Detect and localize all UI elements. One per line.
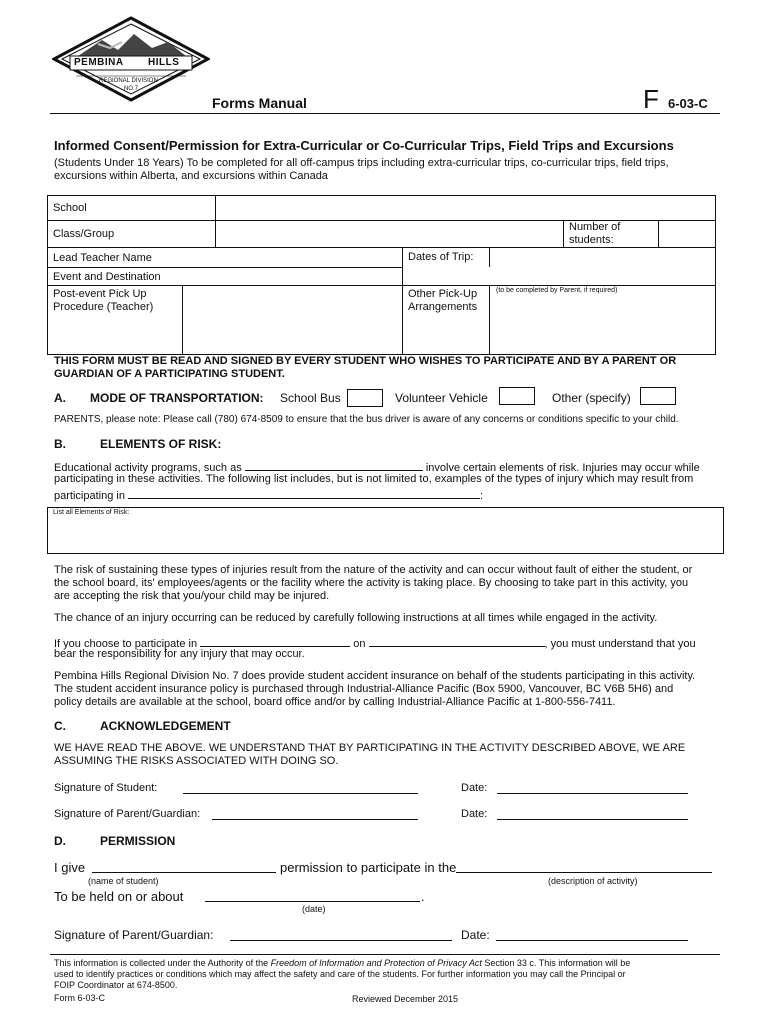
d-parent-signature-label: Signature of Parent/Guardian: xyxy=(54,928,214,942)
insurance-line-1: Pembina Hills Regional Division No. 7 does provide student accident insurance on behalf of the students participating in this activity. xyxy=(54,670,696,682)
d-parent-signature-line[interactable] xyxy=(230,929,452,941)
dates-of-trip-field[interactable] xyxy=(490,248,715,284)
col-divider xyxy=(563,220,564,247)
student-signature-line[interactable] xyxy=(183,782,418,794)
activity-program-blank[interactable] xyxy=(245,459,423,471)
section-b-heading: ELEMENTS OF RISK: xyxy=(100,437,222,451)
parent-date-line[interactable] xyxy=(497,808,688,820)
lead-teacher-field[interactable] xyxy=(182,248,401,266)
held-on-period: . xyxy=(421,889,425,904)
risk-p2-line-3: are accepting the risk that you/your child may be injured. xyxy=(54,590,330,602)
permission-label: permission to participate in the xyxy=(280,860,457,875)
school-field[interactable] xyxy=(216,196,714,219)
risk-list-label: List all Elements of Risk: xyxy=(53,509,130,516)
footer-line-1 xyxy=(54,958,630,969)
choose-activity-blank[interactable] xyxy=(200,635,350,647)
participating-in-text: participating in xyxy=(54,490,125,502)
insurance-line-2: The student accident insurance policy is purchased through Industrial-Alliance Pacific (Box 5900, Vancouver, BC V6B 5H6) and xyxy=(54,683,674,695)
section-a-heading: MODE OF TRANSPORTATION: xyxy=(90,391,264,405)
other-specify-checkbox[interactable] xyxy=(640,387,676,405)
risk-paragraph-line-2: participating in these activities. The following list includes, but is not limited to, examples of the types of injury which may result from xyxy=(54,473,694,485)
risk-intro-text: Educational activity programs, such as xyxy=(54,462,242,474)
date-caption: (date) xyxy=(302,904,326,914)
acknowledge-line-2: ASSUMING THE RISKS ASSOCIATED WITH DOING SO. xyxy=(54,755,339,767)
on-text: on xyxy=(353,638,366,650)
footer-form-number: Form 6-03-C xyxy=(54,993,106,1003)
foip-act-name: Freedom of Information and Protection of Privacy Act xyxy=(270,958,482,968)
footer-text-1c: Section 33 c. This information will be xyxy=(481,958,631,968)
number-of-students-field[interactable] xyxy=(659,221,715,246)
label-event-destination: Event and Destination xyxy=(53,271,161,283)
risk-p2-line-1: The risk of sustaining these types of injuries result from the nature of the activity and can occur without fault of either the student, or xyxy=(54,564,693,576)
participating-activity-blank[interactable] xyxy=(128,487,480,499)
subtitle-line-2: excursions within Alberta, and excursions within Canada xyxy=(54,170,328,182)
must-read-line-2: GUARDIAN OF A PARTICIPATING STUDENT. xyxy=(54,368,285,380)
footer-reviewed: Reviewed December 2015 xyxy=(352,994,459,1004)
activity-description-line[interactable] xyxy=(456,861,712,873)
footer-line-2: used to identify practices or conditions which may affect the safety and care of the students. For further information you may call the Principal or xyxy=(54,969,626,979)
student-name-line[interactable] xyxy=(92,861,276,873)
student-date-label: Date: xyxy=(461,782,488,794)
label-school: School xyxy=(53,202,87,214)
header-rule xyxy=(50,113,720,114)
form-title: Informed Consent/Permission for Extra-Curricular or Co-Curricular Trips, Field Trips and Excursions xyxy=(54,138,674,153)
footer-rule xyxy=(50,954,720,955)
d-date-line[interactable] xyxy=(496,929,688,941)
label-class-group: Class/Group xyxy=(53,228,115,240)
student-signature-label: Signature of Student: xyxy=(54,782,158,794)
insurance-line-3: policy details are available at the school, board office and/or by calling Industrial-Alliance Pacific at 1-800-556-7411. xyxy=(54,696,616,708)
risk-paragraph-line-3 xyxy=(54,487,483,503)
label-post-event-2: Procedure (Teacher) xyxy=(53,301,154,313)
held-on-date-line[interactable] xyxy=(205,890,420,902)
label-dates-of-trip: Dates of Trip: xyxy=(408,251,474,263)
event-destination-field[interactable] xyxy=(182,268,401,284)
form-code: 6-03-C xyxy=(668,96,708,111)
label-other-pickup-1: Other Pick-Up xyxy=(408,288,478,300)
d-date-label: Date: xyxy=(461,928,490,942)
parents-note: PARENTS, please note: Please call (780) 674-8509 to ensure that the bus driver is aware of any concerns or conditions specific to your child. xyxy=(54,414,679,425)
risk-p4-line-2: bear the responsibility for any injury that may occur. xyxy=(54,648,305,660)
parent-note: (to be completed by Parent, if required) xyxy=(496,287,618,294)
school-bus-checkbox[interactable] xyxy=(347,389,383,407)
volunteer-vehicle-checkbox[interactable] xyxy=(499,387,535,405)
name-of-student-caption: (name of student) xyxy=(88,876,159,886)
label-number-of: Number of xyxy=(569,221,621,233)
i-give-label: I give xyxy=(54,860,86,875)
post-event-field[interactable] xyxy=(183,286,401,354)
class-group-field[interactable] xyxy=(216,221,562,246)
form-letter: F xyxy=(643,84,659,114)
colon-text: : xyxy=(480,490,484,502)
section-d-letter: D. xyxy=(54,834,66,848)
risk-list-box[interactable] xyxy=(47,507,724,554)
label-students: students: xyxy=(569,234,614,246)
must-read-line-1: THIS FORM MUST BE READ AND SIGNED BY EVERY STUDENT WHO WISHES TO PARTICIPATE AND BY A PARENT OR xyxy=(54,355,677,367)
logo-text-pembina: PEMBINA xyxy=(74,57,124,68)
held-on-label: To be held on or about xyxy=(54,889,184,904)
label-other-pickup-2: Arrangements xyxy=(408,301,478,313)
division-logo xyxy=(52,16,210,102)
if-you-choose-text: If you choose to participate in xyxy=(54,638,198,650)
other-pickup-field[interactable] xyxy=(490,296,715,354)
section-c-letter: C. xyxy=(54,719,66,733)
forms-manual-title: Forms Manual xyxy=(212,95,307,111)
description-caption: (description of activity) xyxy=(548,876,638,886)
footer-text-1a: This information is collected under the Authority of the xyxy=(54,958,271,968)
logo-text-hills: HILLS xyxy=(148,57,180,68)
school-bus-label: School Bus xyxy=(280,391,341,405)
parent-signature-label: Signature of Parent/Guardian: xyxy=(54,808,201,820)
section-a-letter: A. xyxy=(54,391,66,405)
subtitle-line-1: (Students Under 18 Years) To be completed for all off-campus trips including extra-curricular trips, co-curricular trips, field trips, xyxy=(54,157,669,169)
choose-date-blank[interactable] xyxy=(369,635,545,647)
label-post-event-1: Post-event Pick Up xyxy=(53,288,147,300)
risk-p3: The chance of an injury occurring can be reduced by carefully following instructions at all times while engaged in the activity. xyxy=(54,612,658,624)
logo-text-number: NO.7 xyxy=(124,86,139,92)
risk-p2-line-2: the school board, its' employees/agents or the facility where the activity is taking place. By choosing to take part in this activity, you xyxy=(54,577,689,589)
section-d-heading: PERMISSION xyxy=(100,834,176,848)
volunteer-vehicle-label: Volunteer Vehicle xyxy=(395,391,488,405)
logo-text-regional: REGIONAL DIVISION xyxy=(99,78,158,84)
understand-text: , you must understand that you xyxy=(544,638,696,650)
label-lead-teacher: Lead Teacher Name xyxy=(53,252,152,264)
student-date-line[interactable] xyxy=(497,782,688,794)
risk-intro-text-2: involve certain elements of risk. Injuries may occur while xyxy=(425,462,700,474)
section-b-letter: B. xyxy=(54,437,66,451)
acknowledge-line-1: WE HAVE READ THE ABOVE. WE UNDERSTAND THAT BY PARTICIPATING IN THE ACTIVITY DESCRIBED ABOVE, WE ARE xyxy=(54,742,686,754)
parent-date-label: Date: xyxy=(461,808,488,820)
footer-line-3: FOIP Coordinator at 674-8500. xyxy=(54,980,178,990)
parent-signature-line[interactable] xyxy=(212,808,418,820)
col-divider xyxy=(402,247,403,355)
other-specify-label: Other (specify) xyxy=(552,391,631,405)
section-c-heading: ACKNOWLEDGEMENT xyxy=(100,719,231,733)
